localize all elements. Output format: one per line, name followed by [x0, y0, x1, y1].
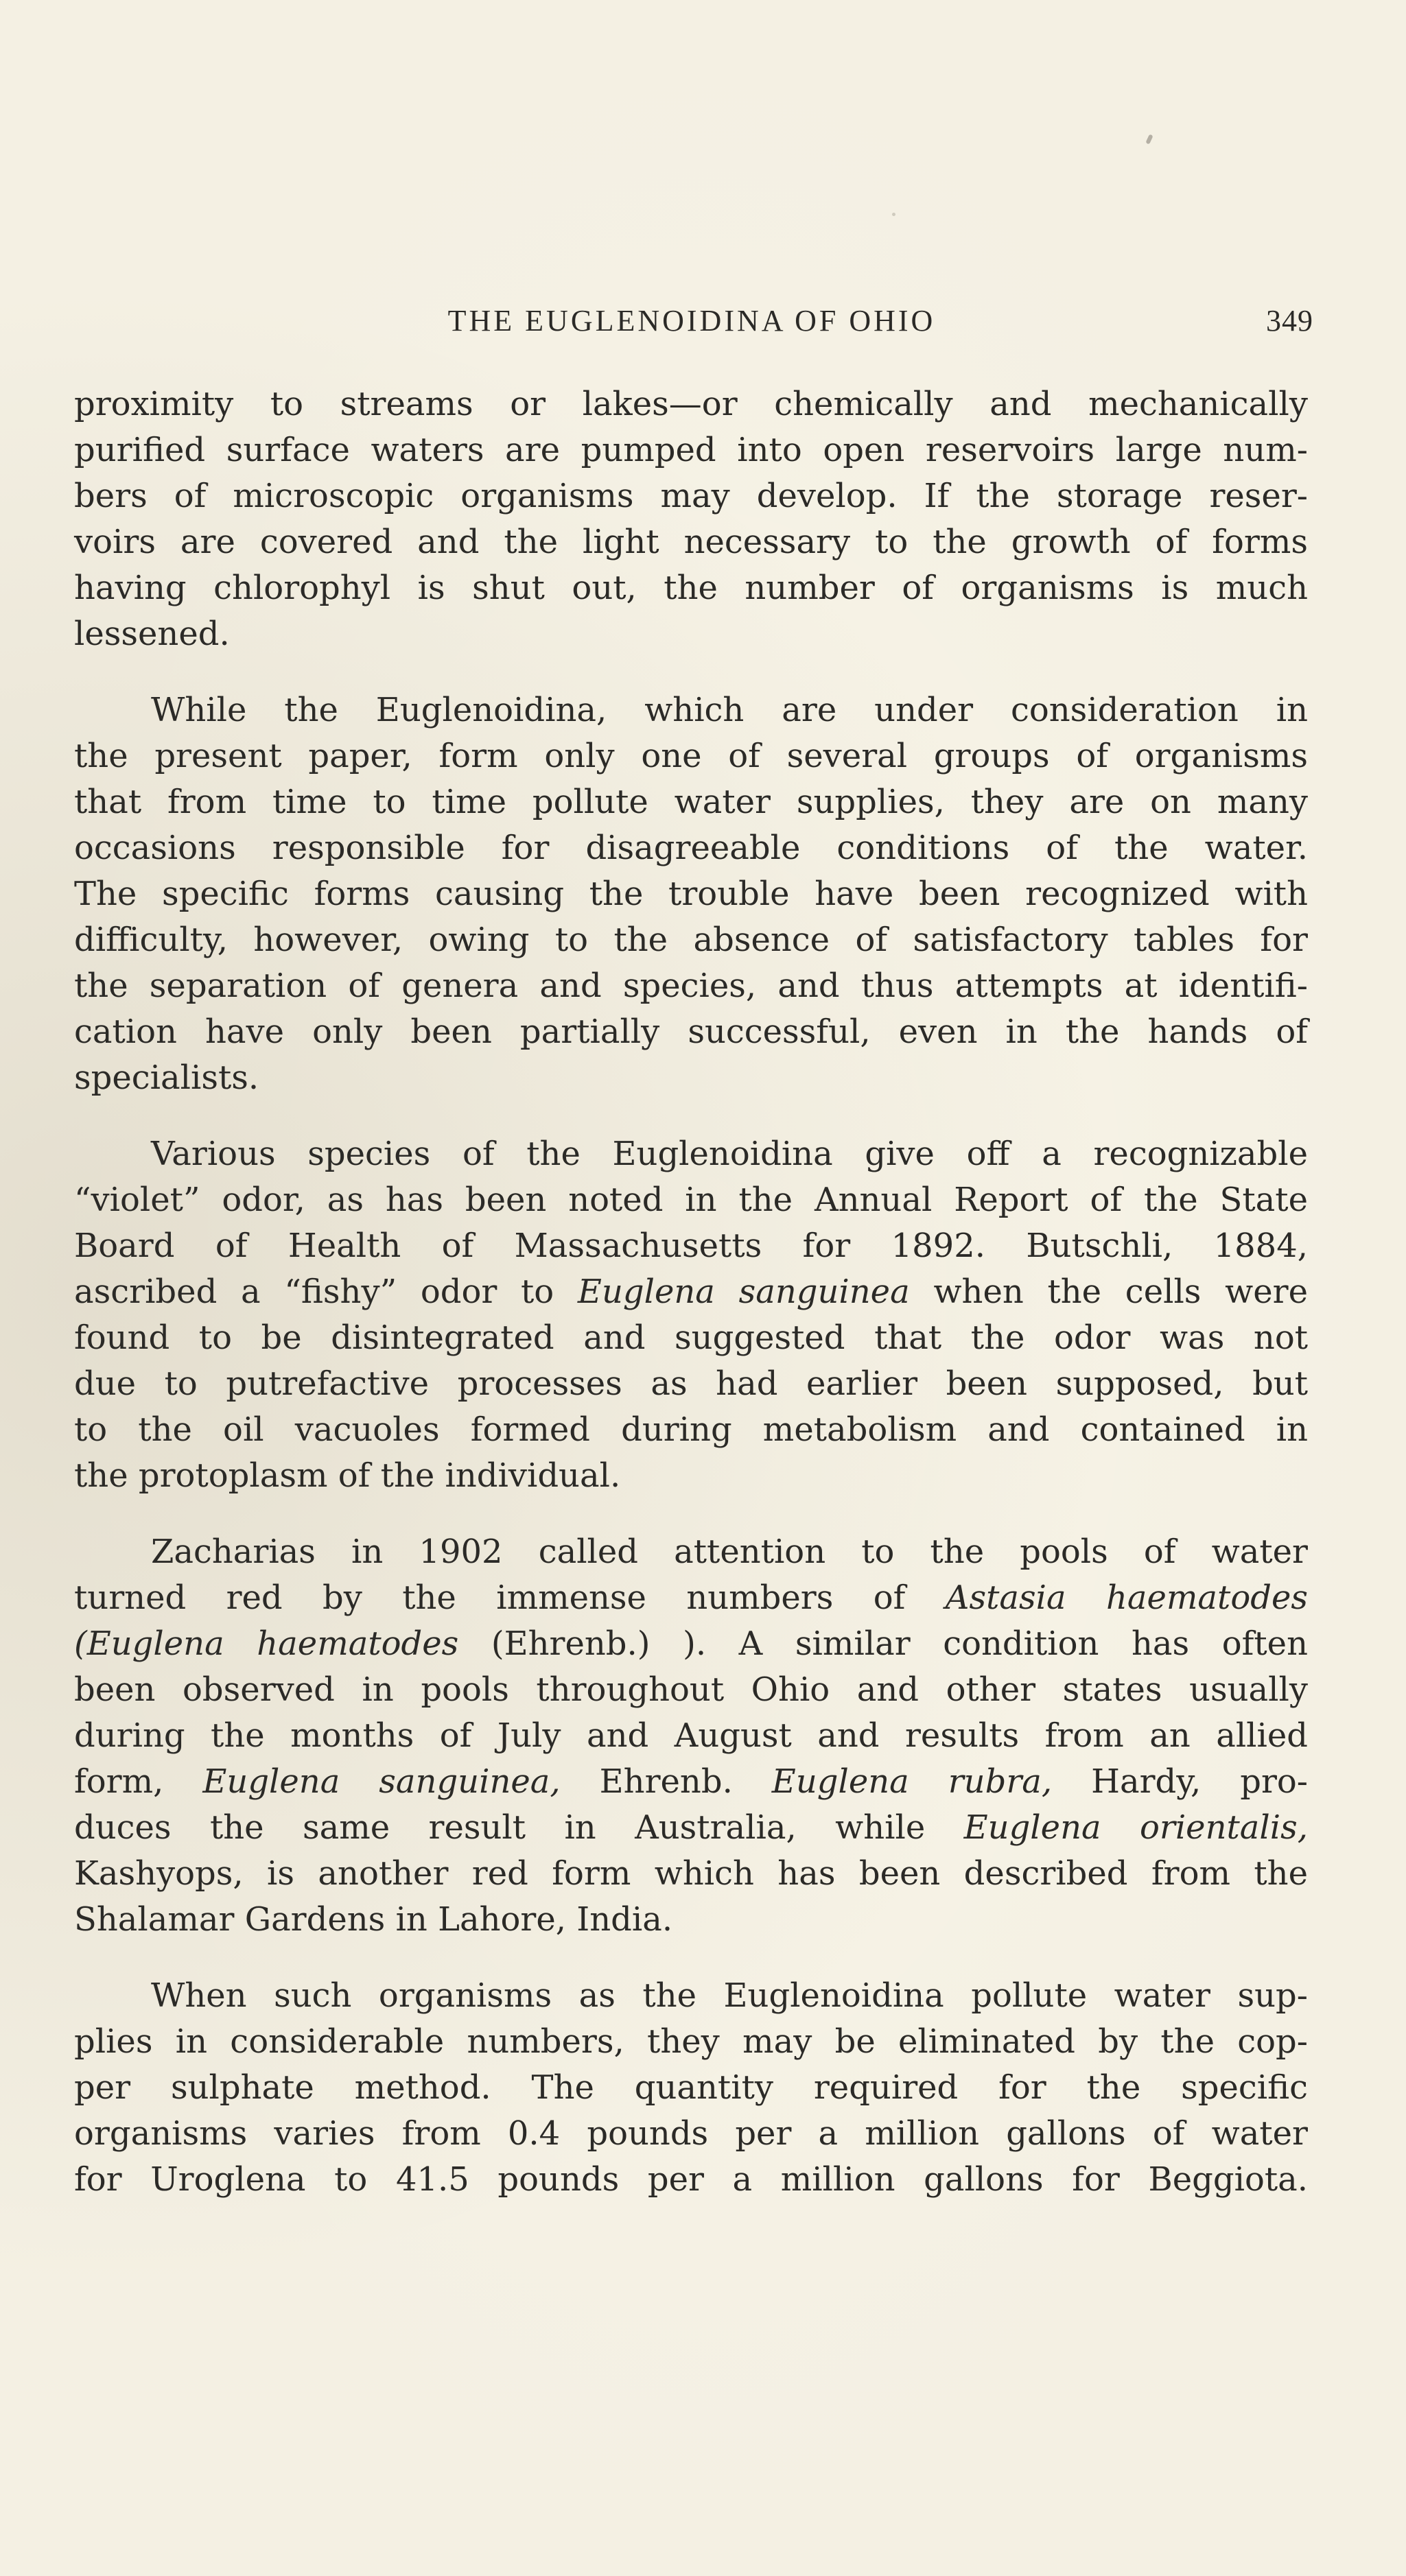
text-segment: Hardy, pro- — [1052, 1762, 1309, 1801]
text-segment: ascribed a “fishy” odor to — [74, 1273, 578, 1311]
text-segment: the separation of genera and species, and thus attempts at identifi- — [74, 967, 1308, 1005]
body-text — [74, 381, 1308, 2233]
text-segment: voirs are covered and the light necessary to the growth of forms — [74, 523, 1308, 561]
text-line — [74, 1223, 1308, 1269]
text-line — [74, 687, 1308, 733]
page-number: 349 — [1266, 304, 1313, 338]
text-line — [74, 1713, 1308, 1759]
text-segment: When such organisms as the Euglenoidina pollute water sup- — [151, 1976, 1308, 2015]
text-segment: lessened. — [74, 615, 230, 653]
text-line — [74, 1759, 1308, 1805]
text-segment: Zacharias in 1902 called attention to the pools of water — [151, 1533, 1308, 1571]
text-segment: turned red by the immense numbers of — [74, 1579, 946, 1617]
italic-text: Euglena sanguinea, — [202, 1762, 561, 1801]
ink-speck — [892, 213, 895, 216]
text-line — [74, 917, 1308, 963]
text-line — [74, 1055, 1308, 1101]
text-line — [74, 1315, 1308, 1361]
text-segment: cation have only been partially successful, even in the hands of — [74, 1013, 1308, 1051]
text-line — [74, 779, 1308, 825]
text-line — [74, 1177, 1308, 1223]
italic-text: Euglena sanguinea — [577, 1273, 910, 1311]
text-segment: Ehrenb. — [560, 1762, 772, 1801]
italic-text: (Euglena haematodes — [74, 1624, 459, 1663]
ink-speck — [1145, 134, 1153, 144]
italic-text: Astasia haematodes — [945, 1579, 1308, 1617]
text-segment: when the cells were — [909, 1273, 1308, 1311]
text-segment: form, — [74, 1762, 203, 1801]
text-segment: been observed in pools throughout Ohio and other states usually — [74, 1670, 1308, 1709]
text-segment: “violet” odor, as has been noted in the Annual Report of the State — [74, 1181, 1308, 1219]
italic-text: Euglena rubra, — [771, 1762, 1053, 1801]
text-segment: Various species of the Euglenoidina give off a recognizable — [151, 1135, 1308, 1173]
text-line — [74, 1131, 1308, 1177]
text-line — [74, 1361, 1308, 1407]
page-header — [74, 303, 1313, 344]
text-segment: duces the same result in Australia, while — [74, 1808, 964, 1847]
text-segment: that from time to time pollute water supplies, they are on many — [74, 783, 1308, 821]
running-head: THE EUGLENOIDINA OF OHIO — [447, 304, 936, 338]
text-line — [74, 565, 1308, 611]
paragraph — [74, 381, 1308, 657]
text-segment: purified surface waters are pumped into open reservoirs large num- — [74, 431, 1308, 469]
text-line — [74, 871, 1308, 917]
text-segment: found to be disintegrated and suggested that the odor was not — [74, 1319, 1308, 1357]
text-segment: Shalamar Gardens in Lahore, India. — [74, 1900, 673, 1939]
text-line — [74, 733, 1308, 779]
text-segment: proximity to streams or lakes—or chemically and mechanically — [74, 385, 1308, 423]
text-line — [74, 1805, 1308, 1851]
paragraph — [74, 1973, 1308, 2203]
text-line — [74, 1851, 1308, 1897]
text-line — [74, 1667, 1308, 1713]
text-segment: the protoplasm of the individual. — [74, 1456, 621, 1495]
text-segment: due to putrefactive processes as had earlier been supposed, but — [74, 1364, 1308, 1403]
text-segment: the present paper, form only one of several groups of organisms — [74, 737, 1308, 775]
text-segment: Kashyops, is another red form which has been described from the — [74, 1854, 1308, 1893]
text-line — [74, 611, 1308, 657]
text-line — [74, 825, 1308, 871]
text-segment: occasions responsible for disagreeable conditions of the water. — [74, 829, 1308, 867]
text-segment: While the Euglenoidina, which are under consideration in — [151, 691, 1308, 729]
text-segment: organisms varies from 0.4 pounds per a million gallons of water — [74, 2114, 1308, 2153]
text-segment: bers of microscopic organisms may develop. If the storage reser- — [74, 477, 1308, 515]
text-line — [74, 2065, 1308, 2111]
text-line — [74, 473, 1308, 519]
text-segment: during the months of July and August and results from an allied — [74, 1716, 1308, 1755]
text-segment: (Ehrenb.) ). A similar condition has often — [458, 1624, 1308, 1663]
text-line — [74, 1453, 1308, 1499]
text-line — [74, 963, 1308, 1009]
text-line — [74, 1575, 1308, 1621]
text-segment: per sulphate method. The quantity required for the specific — [74, 2068, 1308, 2107]
text-line — [74, 1621, 1308, 1667]
text-segment: to the oil vacuoles formed during metabolism and contained in — [74, 1410, 1308, 1449]
text-line — [74, 2157, 1308, 2203]
paragraph — [74, 1529, 1308, 1943]
text-line — [74, 1973, 1308, 2019]
text-line — [74, 1009, 1308, 1055]
text-line — [74, 1407, 1308, 1453]
text-segment: difficulty, however, owing to the absence of satisfactory tables for — [74, 921, 1308, 959]
text-line — [74, 427, 1308, 473]
text-line — [74, 1269, 1308, 1315]
text-line — [74, 1529, 1308, 1575]
text-segment: plies in considerable numbers, they may be eliminated by the cop- — [74, 2022, 1308, 2061]
text-segment: for Uroglena to 41.5 pounds per a million gallons for Beggiota. — [74, 2160, 1308, 2199]
text-line — [74, 2111, 1308, 2157]
text-segment: specialists. — [74, 1059, 259, 1097]
text-segment: The specific forms causing the trouble have been recognized with — [74, 875, 1308, 913]
text-line — [74, 2019, 1308, 2065]
text-line — [74, 1897, 1308, 1943]
paragraph — [74, 1131, 1308, 1499]
text-line — [74, 381, 1308, 427]
text-segment: Board of Health of Massachusetts for 1892. Butschli, 1884, — [74, 1227, 1308, 1265]
text-segment: having chlorophyl is shut out, the number of organisms is much — [74, 569, 1308, 607]
paragraph — [74, 687, 1308, 1101]
text-line — [74, 519, 1308, 565]
italic-text: Euglena orientalis, — [963, 1808, 1308, 1847]
